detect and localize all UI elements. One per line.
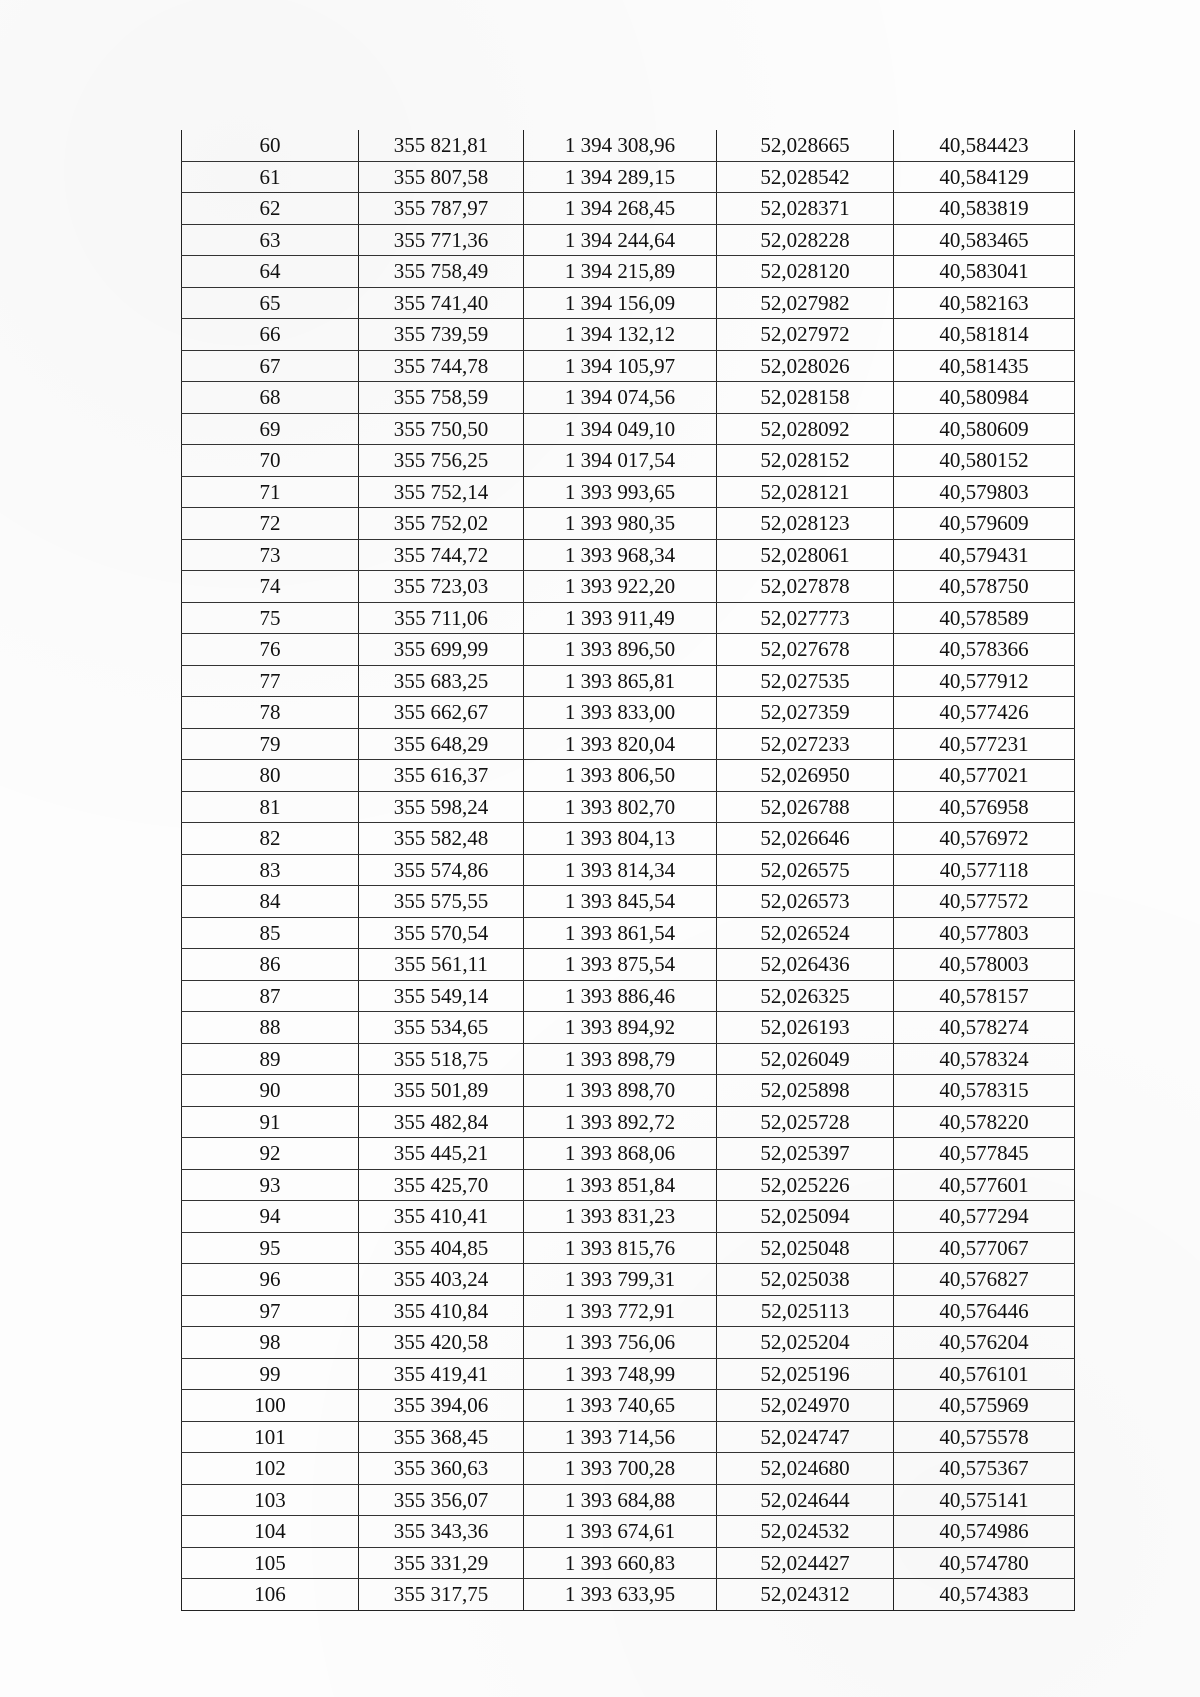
x-coordinate-cell: 355 616,37 (359, 760, 524, 792)
y-coordinate-cell: 1 393 896,50 (524, 634, 717, 666)
y-coordinate-cell: 1 393 820,04 (524, 728, 717, 760)
table-row (182, 161, 1075, 193)
x-coordinate-cell: 355 752,14 (359, 476, 524, 508)
latitude-cell: 52,028123 (717, 508, 894, 540)
table-row (182, 382, 1075, 414)
point-number-cell: 84 (182, 886, 359, 918)
y-coordinate-cell: 1 393 851,84 (524, 1169, 717, 1201)
table-row (182, 917, 1075, 949)
y-coordinate-cell: 1 393 815,76 (524, 1232, 717, 1264)
longitude-cell: 40,575367 (894, 1453, 1075, 1485)
table-row (182, 1201, 1075, 1233)
table-row (182, 1484, 1075, 1516)
latitude-cell: 52,025397 (717, 1138, 894, 1170)
y-coordinate-cell: 1 393 684,88 (524, 1484, 717, 1516)
table-row (182, 319, 1075, 351)
longitude-cell: 40,576446 (894, 1295, 1075, 1327)
longitude-cell: 40,578750 (894, 571, 1075, 603)
point-number-cell: 104 (182, 1516, 359, 1548)
latitude-cell: 52,025113 (717, 1295, 894, 1327)
point-number-cell: 62 (182, 193, 359, 225)
longitude-cell: 40,575141 (894, 1484, 1075, 1516)
latitude-cell: 52,028120 (717, 256, 894, 288)
y-coordinate-cell: 1 394 215,89 (524, 256, 717, 288)
longitude-cell: 40,578315 (894, 1075, 1075, 1107)
x-coordinate-cell: 355 699,99 (359, 634, 524, 666)
longitude-cell: 40,576101 (894, 1358, 1075, 1390)
table-row (182, 665, 1075, 697)
point-number-cell: 85 (182, 917, 359, 949)
table-row (182, 1106, 1075, 1138)
x-coordinate-cell: 355 723,03 (359, 571, 524, 603)
y-coordinate-cell: 1 393 886,46 (524, 980, 717, 1012)
latitude-cell: 52,026950 (717, 760, 894, 792)
y-coordinate-cell: 1 393 748,99 (524, 1358, 717, 1390)
longitude-cell: 40,574986 (894, 1516, 1075, 1548)
y-coordinate-cell: 1 393 861,54 (524, 917, 717, 949)
longitude-cell: 40,581814 (894, 319, 1075, 351)
latitude-cell: 52,026524 (717, 917, 894, 949)
x-coordinate-cell: 355 445,21 (359, 1138, 524, 1170)
table-row (182, 1358, 1075, 1390)
y-coordinate-cell: 1 393 804,13 (524, 823, 717, 855)
point-number-cell: 91 (182, 1106, 359, 1138)
longitude-cell: 40,577803 (894, 917, 1075, 949)
y-coordinate-cell: 1 394 105,97 (524, 350, 717, 382)
table-row (182, 476, 1075, 508)
latitude-cell: 52,027878 (717, 571, 894, 603)
point-number-cell: 95 (182, 1232, 359, 1264)
point-number-cell: 80 (182, 760, 359, 792)
x-coordinate-cell: 355 807,58 (359, 161, 524, 193)
latitude-cell: 52,024747 (717, 1421, 894, 1453)
longitude-cell: 40,578003 (894, 949, 1075, 981)
x-coordinate-cell: 355 758,59 (359, 382, 524, 414)
point-number-cell: 93 (182, 1169, 359, 1201)
table-row (182, 287, 1075, 319)
x-coordinate-cell: 355 744,78 (359, 350, 524, 382)
x-coordinate-cell: 355 501,89 (359, 1075, 524, 1107)
y-coordinate-cell: 1 393 814,34 (524, 854, 717, 886)
point-number-cell: 65 (182, 287, 359, 319)
y-coordinate-cell: 1 394 049,10 (524, 413, 717, 445)
y-coordinate-cell: 1 394 156,09 (524, 287, 717, 319)
latitude-cell: 52,026325 (717, 980, 894, 1012)
x-coordinate-cell: 355 756,25 (359, 445, 524, 477)
table-row (182, 193, 1075, 225)
x-coordinate-cell: 355 343,36 (359, 1516, 524, 1548)
y-coordinate-cell: 1 393 831,23 (524, 1201, 717, 1233)
point-number-cell: 83 (182, 854, 359, 886)
longitude-cell: 40,577601 (894, 1169, 1075, 1201)
x-coordinate-cell: 355 711,06 (359, 602, 524, 634)
latitude-cell: 52,027972 (717, 319, 894, 351)
x-coordinate-cell: 355 561,11 (359, 949, 524, 981)
point-number-cell: 64 (182, 256, 359, 288)
latitude-cell: 52,028092 (717, 413, 894, 445)
table-row (182, 130, 1075, 161)
table-row (182, 1012, 1075, 1044)
point-number-cell: 90 (182, 1075, 359, 1107)
point-number-cell: 63 (182, 224, 359, 256)
x-coordinate-cell: 355 518,75 (359, 1043, 524, 1075)
point-number-cell: 94 (182, 1201, 359, 1233)
y-coordinate-cell: 1 393 875,54 (524, 949, 717, 981)
x-coordinate-cell: 355 741,40 (359, 287, 524, 319)
latitude-cell: 52,026049 (717, 1043, 894, 1075)
table-row (182, 1264, 1075, 1296)
latitude-cell: 52,027233 (717, 728, 894, 760)
longitude-cell: 40,584423 (894, 130, 1075, 161)
latitude-cell: 52,025898 (717, 1075, 894, 1107)
x-coordinate-cell: 355 549,14 (359, 980, 524, 1012)
longitude-cell: 40,576972 (894, 823, 1075, 855)
point-number-cell: 70 (182, 445, 359, 477)
latitude-cell: 52,028371 (717, 193, 894, 225)
latitude-cell: 52,025038 (717, 1264, 894, 1296)
longitude-cell: 40,580152 (894, 445, 1075, 477)
longitude-cell: 40,577426 (894, 697, 1075, 729)
table-row (182, 256, 1075, 288)
table-row (182, 1453, 1075, 1485)
y-coordinate-cell: 1 394 244,64 (524, 224, 717, 256)
latitude-cell: 52,026575 (717, 854, 894, 886)
coordinates-table (181, 130, 1075, 1611)
latitude-cell: 52,025204 (717, 1327, 894, 1359)
table-row (182, 791, 1075, 823)
point-number-cell: 97 (182, 1295, 359, 1327)
x-coordinate-cell: 355 744,72 (359, 539, 524, 571)
longitude-cell: 40,578274 (894, 1012, 1075, 1044)
latitude-cell: 52,024427 (717, 1547, 894, 1579)
point-number-cell: 81 (182, 791, 359, 823)
x-coordinate-cell: 355 574,86 (359, 854, 524, 886)
point-number-cell: 68 (182, 382, 359, 414)
x-coordinate-cell: 355 394,06 (359, 1390, 524, 1422)
longitude-cell: 40,578157 (894, 980, 1075, 1012)
x-coordinate-cell: 355 410,84 (359, 1295, 524, 1327)
longitude-cell: 40,582163 (894, 287, 1075, 319)
longitude-cell: 40,583819 (894, 193, 1075, 225)
longitude-cell: 40,579431 (894, 539, 1075, 571)
x-coordinate-cell: 355 331,29 (359, 1547, 524, 1579)
point-number-cell: 100 (182, 1390, 359, 1422)
table-row (182, 728, 1075, 760)
y-coordinate-cell: 1 393 799,31 (524, 1264, 717, 1296)
x-coordinate-cell: 355 821,81 (359, 130, 524, 161)
point-number-cell: 73 (182, 539, 359, 571)
x-coordinate-cell: 355 410,41 (359, 1201, 524, 1233)
point-number-cell: 75 (182, 602, 359, 634)
table-row (182, 980, 1075, 1012)
longitude-cell: 40,578366 (894, 634, 1075, 666)
latitude-cell: 52,028152 (717, 445, 894, 477)
y-coordinate-cell: 1 394 074,56 (524, 382, 717, 414)
y-coordinate-cell: 1 394 017,54 (524, 445, 717, 477)
x-coordinate-cell: 355 598,24 (359, 791, 524, 823)
latitude-cell: 52,027982 (717, 287, 894, 319)
x-coordinate-cell: 355 750,50 (359, 413, 524, 445)
longitude-cell: 40,578324 (894, 1043, 1075, 1075)
point-number-cell: 99 (182, 1358, 359, 1390)
point-number-cell: 76 (182, 634, 359, 666)
point-number-cell: 72 (182, 508, 359, 540)
longitude-cell: 40,577912 (894, 665, 1075, 697)
y-coordinate-cell: 1 393 700,28 (524, 1453, 717, 1485)
y-coordinate-cell: 1 393 892,72 (524, 1106, 717, 1138)
latitude-cell: 52,027535 (717, 665, 894, 697)
latitude-cell: 52,025728 (717, 1106, 894, 1138)
longitude-cell: 40,575969 (894, 1390, 1075, 1422)
x-coordinate-cell: 355 683,25 (359, 665, 524, 697)
longitude-cell: 40,577021 (894, 760, 1075, 792)
y-coordinate-cell: 1 393 740,65 (524, 1390, 717, 1422)
x-coordinate-cell: 355 739,59 (359, 319, 524, 351)
latitude-cell: 52,028158 (717, 382, 894, 414)
point-number-cell: 66 (182, 319, 359, 351)
y-coordinate-cell: 1 393 772,91 (524, 1295, 717, 1327)
y-coordinate-cell: 1 394 289,15 (524, 161, 717, 193)
table-row (182, 445, 1075, 477)
y-coordinate-cell: 1 394 268,45 (524, 193, 717, 225)
latitude-cell: 52,028542 (717, 161, 894, 193)
latitude-cell: 52,028061 (717, 539, 894, 571)
longitude-cell: 40,575578 (894, 1421, 1075, 1453)
x-coordinate-cell: 355 582,48 (359, 823, 524, 855)
longitude-cell: 40,577067 (894, 1232, 1075, 1264)
y-coordinate-cell: 1 393 660,83 (524, 1547, 717, 1579)
y-coordinate-cell: 1 393 845,54 (524, 886, 717, 918)
longitude-cell: 40,577294 (894, 1201, 1075, 1233)
latitude-cell: 52,024970 (717, 1390, 894, 1422)
longitude-cell: 40,574780 (894, 1547, 1075, 1579)
longitude-cell: 40,577845 (894, 1138, 1075, 1170)
point-number-cell: 67 (182, 350, 359, 382)
table-row (182, 1232, 1075, 1264)
latitude-cell: 52,025226 (717, 1169, 894, 1201)
table-row (182, 413, 1075, 445)
table-row (182, 949, 1075, 981)
point-number-cell: 106 (182, 1579, 359, 1611)
y-coordinate-cell: 1 393 714,56 (524, 1421, 717, 1453)
point-number-cell: 98 (182, 1327, 359, 1359)
table-row (182, 1516, 1075, 1548)
x-coordinate-cell: 355 662,67 (359, 697, 524, 729)
longitude-cell: 40,584129 (894, 161, 1075, 193)
table-row (182, 1547, 1075, 1579)
latitude-cell: 52,027359 (717, 697, 894, 729)
x-coordinate-cell: 355 420,58 (359, 1327, 524, 1359)
point-number-cell: 71 (182, 476, 359, 508)
point-number-cell: 101 (182, 1421, 359, 1453)
longitude-cell: 40,577118 (894, 854, 1075, 886)
x-coordinate-cell: 355 425,70 (359, 1169, 524, 1201)
x-coordinate-cell: 355 771,36 (359, 224, 524, 256)
y-coordinate-cell: 1 393 911,49 (524, 602, 717, 634)
latitude-cell: 52,024644 (717, 1484, 894, 1516)
point-number-cell: 96 (182, 1264, 359, 1296)
longitude-cell: 40,577572 (894, 886, 1075, 918)
x-coordinate-cell: 355 758,49 (359, 256, 524, 288)
longitude-cell: 40,578220 (894, 1106, 1075, 1138)
table-row (182, 854, 1075, 886)
longitude-cell: 40,574383 (894, 1579, 1075, 1611)
point-number-cell: 103 (182, 1484, 359, 1516)
table-row (182, 1075, 1075, 1107)
x-coordinate-cell: 355 317,75 (359, 1579, 524, 1611)
y-coordinate-cell: 1 393 894,92 (524, 1012, 717, 1044)
x-coordinate-cell: 355 404,85 (359, 1232, 524, 1264)
point-number-cell: 77 (182, 665, 359, 697)
table-row (182, 508, 1075, 540)
x-coordinate-cell: 355 356,07 (359, 1484, 524, 1516)
table-row (182, 1295, 1075, 1327)
y-coordinate-cell: 1 393 806,50 (524, 760, 717, 792)
x-coordinate-cell: 355 534,65 (359, 1012, 524, 1044)
latitude-cell: 52,024312 (717, 1579, 894, 1611)
table-row (182, 350, 1075, 382)
longitude-cell: 40,577231 (894, 728, 1075, 760)
y-coordinate-cell: 1 393 674,61 (524, 1516, 717, 1548)
table-row (182, 1043, 1075, 1075)
latitude-cell: 52,026193 (717, 1012, 894, 1044)
point-number-cell: 92 (182, 1138, 359, 1170)
table-row (182, 886, 1075, 918)
latitude-cell: 52,028228 (717, 224, 894, 256)
y-coordinate-cell: 1 393 898,70 (524, 1075, 717, 1107)
point-number-cell: 60 (182, 130, 359, 161)
y-coordinate-cell: 1 393 968,34 (524, 539, 717, 571)
table-row (182, 697, 1075, 729)
x-coordinate-cell: 355 752,02 (359, 508, 524, 540)
table-row (182, 1138, 1075, 1170)
longitude-cell: 40,583041 (894, 256, 1075, 288)
point-number-cell: 82 (182, 823, 359, 855)
table-row (182, 539, 1075, 571)
y-coordinate-cell: 1 393 802,70 (524, 791, 717, 823)
y-coordinate-cell: 1 393 993,65 (524, 476, 717, 508)
x-coordinate-cell: 355 787,97 (359, 193, 524, 225)
point-number-cell: 87 (182, 980, 359, 1012)
table-row (182, 1327, 1075, 1359)
table-row (182, 760, 1075, 792)
y-coordinate-cell: 1 394 308,96 (524, 130, 717, 161)
longitude-cell: 40,583465 (894, 224, 1075, 256)
y-coordinate-cell: 1 393 868,06 (524, 1138, 717, 1170)
point-number-cell: 86 (182, 949, 359, 981)
latitude-cell: 52,026436 (717, 949, 894, 981)
x-coordinate-cell: 355 482,84 (359, 1106, 524, 1138)
longitude-cell: 40,576204 (894, 1327, 1075, 1359)
point-number-cell: 89 (182, 1043, 359, 1075)
longitude-cell: 40,580609 (894, 413, 1075, 445)
y-coordinate-cell: 1 394 132,12 (524, 319, 717, 351)
longitude-cell: 40,581435 (894, 350, 1075, 382)
longitude-cell: 40,576827 (894, 1264, 1075, 1296)
x-coordinate-cell: 355 368,45 (359, 1421, 524, 1453)
latitude-cell: 52,025094 (717, 1201, 894, 1233)
table-row (182, 1579, 1075, 1611)
point-number-cell: 88 (182, 1012, 359, 1044)
y-coordinate-cell: 1 393 633,95 (524, 1579, 717, 1611)
point-number-cell: 79 (182, 728, 359, 760)
x-coordinate-cell: 355 403,24 (359, 1264, 524, 1296)
y-coordinate-cell: 1 393 865,81 (524, 665, 717, 697)
table-row (182, 224, 1075, 256)
y-coordinate-cell: 1 393 922,20 (524, 571, 717, 603)
x-coordinate-cell: 355 570,54 (359, 917, 524, 949)
point-number-cell: 61 (182, 161, 359, 193)
latitude-cell: 52,027773 (717, 602, 894, 634)
latitude-cell: 52,026788 (717, 791, 894, 823)
y-coordinate-cell: 1 393 898,79 (524, 1043, 717, 1075)
point-number-cell: 69 (182, 413, 359, 445)
table-row (182, 1169, 1075, 1201)
longitude-cell: 40,579609 (894, 508, 1075, 540)
table-row (182, 571, 1075, 603)
latitude-cell: 52,025048 (717, 1232, 894, 1264)
longitude-cell: 40,580984 (894, 382, 1075, 414)
latitude-cell: 52,028026 (717, 350, 894, 382)
latitude-cell: 52,028121 (717, 476, 894, 508)
longitude-cell: 40,578589 (894, 602, 1075, 634)
x-coordinate-cell: 355 360,63 (359, 1453, 524, 1485)
table-row (182, 1390, 1075, 1422)
point-number-cell: 102 (182, 1453, 359, 1485)
latitude-cell: 52,024680 (717, 1453, 894, 1485)
table-row (182, 1421, 1075, 1453)
point-number-cell: 78 (182, 697, 359, 729)
point-number-cell: 74 (182, 571, 359, 603)
table-row (182, 634, 1075, 666)
latitude-cell: 52,025196 (717, 1358, 894, 1390)
x-coordinate-cell: 355 419,41 (359, 1358, 524, 1390)
x-coordinate-cell: 355 575,55 (359, 886, 524, 918)
point-number-cell: 105 (182, 1547, 359, 1579)
table-row (182, 823, 1075, 855)
y-coordinate-cell: 1 393 833,00 (524, 697, 717, 729)
table-row (182, 602, 1075, 634)
latitude-cell: 52,024532 (717, 1516, 894, 1548)
longitude-cell: 40,579803 (894, 476, 1075, 508)
y-coordinate-cell: 1 393 980,35 (524, 508, 717, 540)
coordinates-table-body (182, 130, 1075, 1610)
longitude-cell: 40,576958 (894, 791, 1075, 823)
x-coordinate-cell: 355 648,29 (359, 728, 524, 760)
y-coordinate-cell: 1 393 756,06 (524, 1327, 717, 1359)
latitude-cell: 52,027678 (717, 634, 894, 666)
latitude-cell: 52,026573 (717, 886, 894, 918)
latitude-cell: 52,028665 (717, 130, 894, 161)
latitude-cell: 52,026646 (717, 823, 894, 855)
